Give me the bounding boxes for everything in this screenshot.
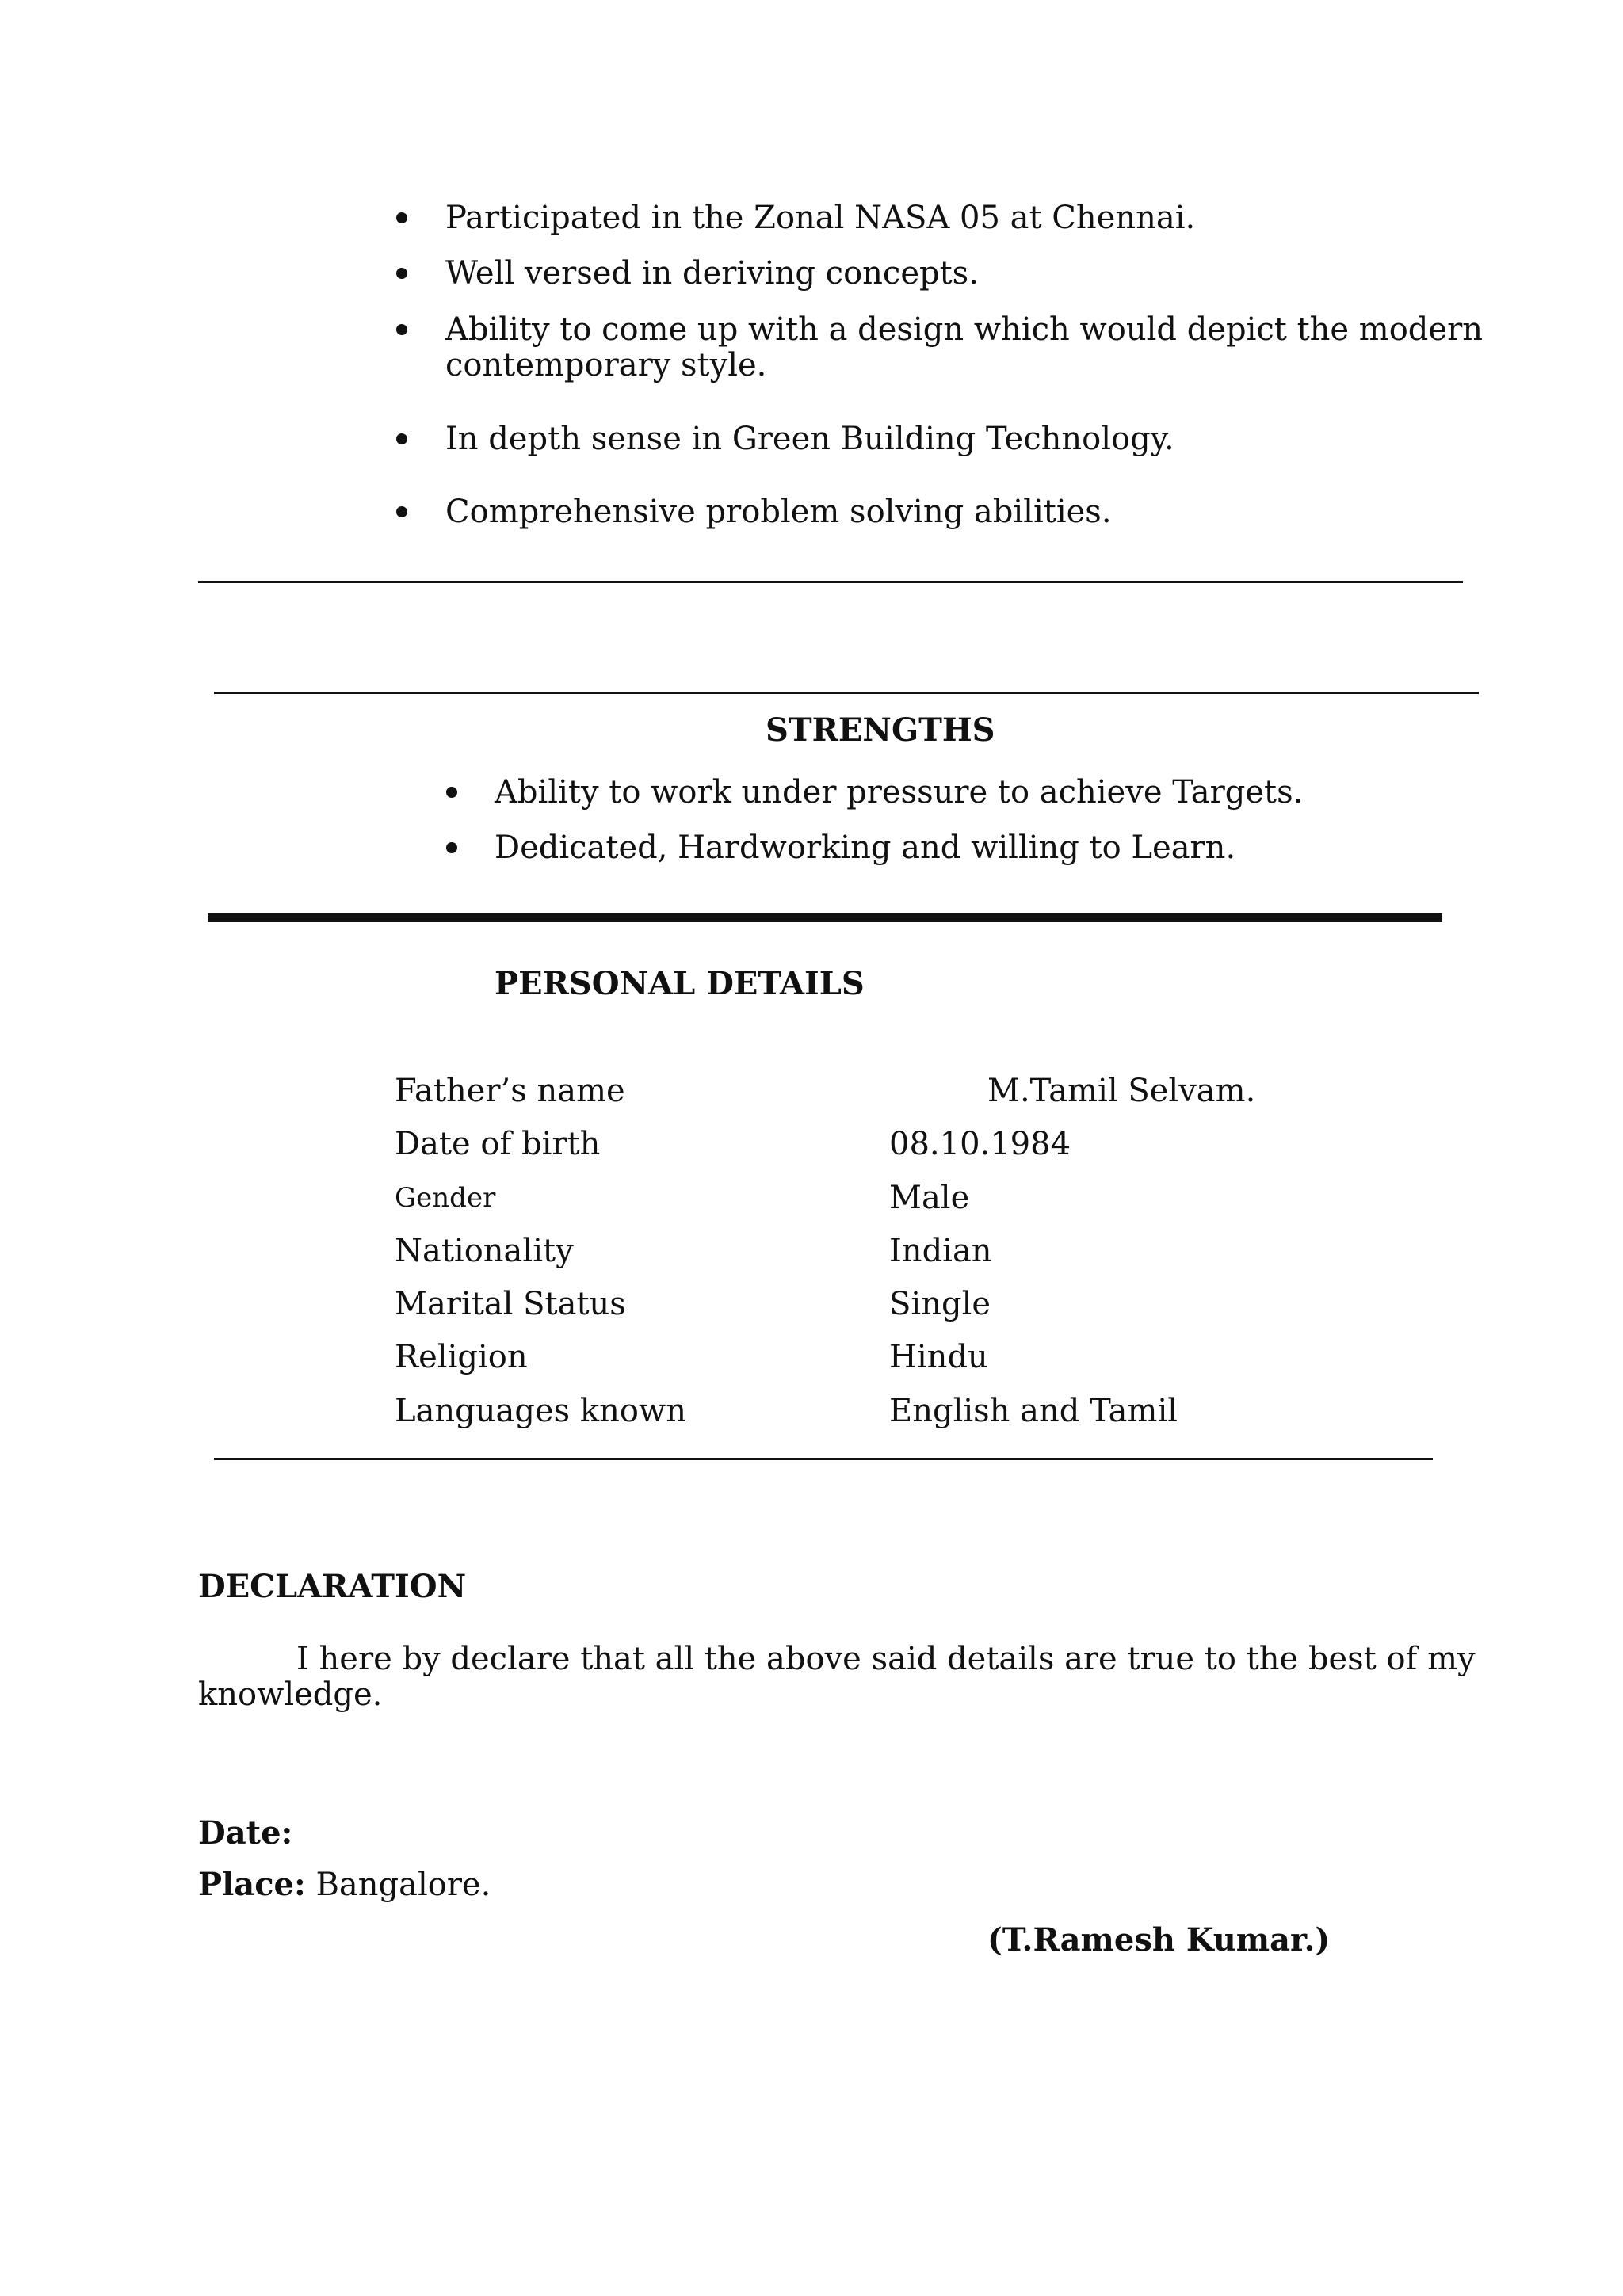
detail-label: Religion — [395, 1339, 528, 1375]
place-label: Place: — [198, 1866, 306, 1903]
detail-label: Marital Status — [395, 1286, 626, 1322]
detail-value: 08.10.1984 — [889, 1126, 1071, 1162]
detail-value: Male — [889, 1180, 970, 1216]
skill-item: Comprehensive problem solving abilities. — [445, 494, 1112, 530]
detail-label: Father’s name — [395, 1073, 625, 1109]
divider — [198, 581, 1463, 583]
divider — [214, 692, 1479, 694]
skill-item: Participated in the Zonal NASA 05 at Chennai. — [445, 200, 1196, 236]
strengths-heading: STRENGTHS — [766, 711, 995, 749]
thick-divider — [208, 913, 1442, 922]
bullet-icon — [396, 324, 407, 335]
strength-item: Dedicated, Hardworking and willing to Learn. — [495, 830, 1236, 866]
skill-item: Ability to come up with a design which would depict the modern — [445, 311, 1483, 348]
skill-item: In depth sense in Green Building Technology. — [445, 421, 1174, 457]
detail-value: Hindu — [889, 1339, 988, 1375]
strength-item: Ability to work under pressure to achieve Targets. — [495, 774, 1304, 810]
skill-item: Well versed in deriving concepts. — [445, 255, 979, 292]
detail-value: Indian — [889, 1233, 992, 1269]
personal-details-heading: PERSONAL DETAILS — [495, 965, 865, 1002]
bullet-icon — [396, 433, 407, 444]
place-line — [198, 1867, 491, 1903]
signature-name: (T.Ramesh Kumar.) — [987, 1921, 1331, 1958]
detail-value: Single — [889, 1286, 991, 1322]
detail-value: English and Tamil — [889, 1393, 1178, 1429]
detail-label: Nationality — [395, 1233, 574, 1269]
bullet-icon — [396, 506, 407, 517]
place-value: Bangalore. — [305, 1867, 491, 1903]
declaration-text: I here by declare that all the above said details are true to the best of my — [296, 1641, 1476, 1677]
detail-value: M.Tamil Selvam. — [987, 1073, 1256, 1109]
declaration-heading: DECLARATION — [198, 1568, 467, 1605]
bullet-icon — [446, 787, 457, 798]
divider — [214, 1458, 1433, 1460]
skill-item-continuation: contemporary style. — [445, 347, 767, 383]
bullet-icon — [396, 212, 407, 223]
bullet-icon — [396, 268, 407, 279]
date-label: Date: — [198, 1814, 293, 1852]
detail-label: Date of birth — [395, 1126, 601, 1162]
declaration-text-continuation: knowledge. — [198, 1676, 383, 1713]
detail-label: Languages known — [395, 1393, 686, 1429]
bullet-icon — [446, 842, 457, 853]
detail-label: Gender — [395, 1182, 496, 1214]
